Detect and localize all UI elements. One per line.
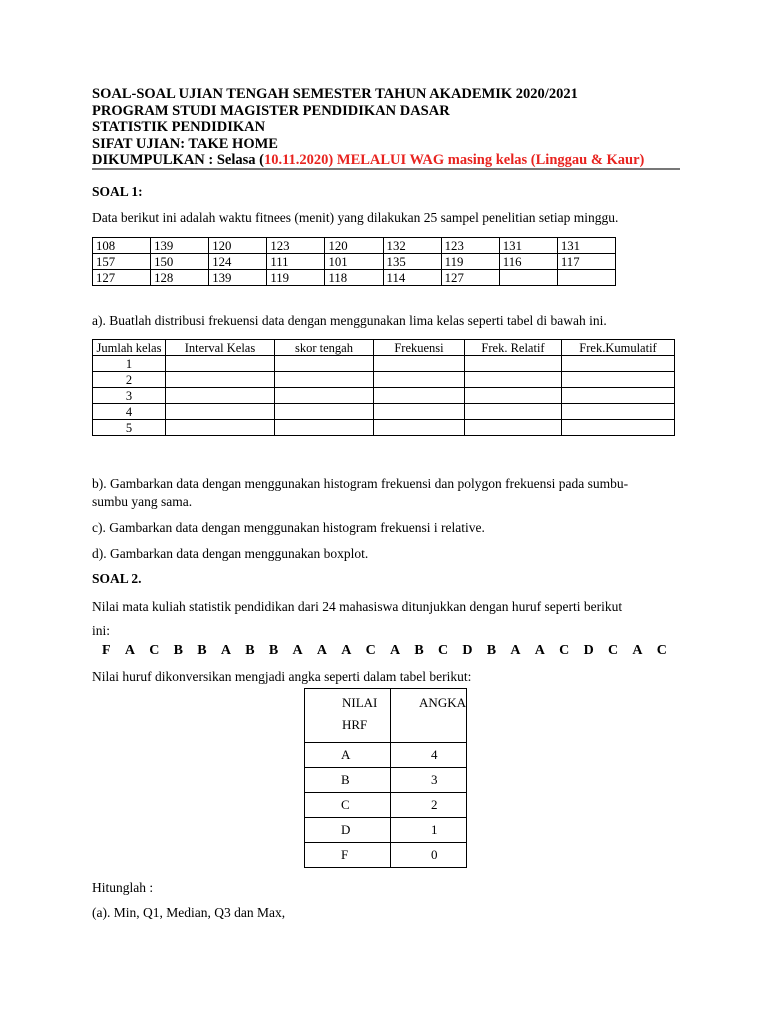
soal2-question-a: (a). Min, Q1, Median, Q3 dan Max, bbox=[92, 905, 286, 920]
conv-row bbox=[305, 743, 467, 768]
grade-letter: C bbox=[438, 643, 449, 658]
freq-empty-cell bbox=[465, 420, 562, 436]
header-line-3: STATISTIK PENDIDIKAN bbox=[92, 119, 266, 136]
conv-number: 2 bbox=[391, 793, 467, 818]
conv-row bbox=[305, 768, 467, 793]
soal1-question-b-line1: b). Gambarkan data dengan menggunakan histogram frekuensi dan polygon frekuensi pada sumbu- bbox=[92, 476, 629, 491]
freq-empty-cell bbox=[562, 356, 675, 372]
freq-class-number: 5 bbox=[93, 420, 166, 436]
freq-header-jumlah-kelas: Jumlah kelas bbox=[93, 340, 166, 356]
data-cell: 111 bbox=[267, 254, 325, 270]
freq-empty-cell bbox=[374, 356, 465, 372]
conv-number: 3 bbox=[391, 768, 467, 793]
soal1-intro: Data berikut ini adalah waktu fitnees (menit) yang dilakukan 25 sampel penelitian setiap minggu. bbox=[92, 210, 619, 225]
grade-letter: A bbox=[292, 643, 303, 658]
soal1-question-d: d). Gambarkan data dengan menggunakan boxplot. bbox=[92, 546, 369, 561]
data-row bbox=[93, 270, 616, 286]
grade-letter: B bbox=[173, 643, 183, 658]
soal2-heading: SOAL 2. bbox=[92, 571, 142, 586]
conv-letter: C bbox=[305, 793, 391, 818]
grade-letter: A bbox=[510, 643, 521, 658]
conv-row bbox=[305, 818, 467, 843]
data-cell: 123 bbox=[267, 238, 325, 254]
freq-row bbox=[93, 372, 675, 388]
frequency-distribution-table bbox=[92, 339, 675, 436]
data-cell: 101 bbox=[325, 254, 383, 270]
data-cell bbox=[499, 270, 557, 286]
grade-letter: A bbox=[220, 643, 231, 658]
grade-conversion-table bbox=[304, 688, 467, 868]
freq-empty-cell bbox=[374, 420, 465, 436]
grade-letter: C bbox=[656, 643, 667, 658]
freq-empty-cell bbox=[166, 372, 275, 388]
data-cell: 131 bbox=[557, 238, 615, 254]
grade-letter: B bbox=[268, 643, 279, 658]
freq-empty-cell bbox=[374, 372, 465, 388]
data-cell bbox=[557, 270, 615, 286]
data-cell: 108 bbox=[93, 238, 151, 254]
freq-empty-cell bbox=[465, 372, 562, 388]
conv-number: 1 bbox=[391, 818, 467, 843]
conv-letter: D bbox=[305, 818, 391, 843]
grade-letter: D bbox=[583, 643, 594, 658]
data-cell: 139 bbox=[209, 270, 267, 286]
header-line-1: SOAL-SOAL UJIAN TENGAH SEMESTER TAHUN AKADEMIK 2020/2021 bbox=[92, 86, 578, 102]
grade-letter: C bbox=[607, 643, 619, 658]
conv-letter: B bbox=[305, 768, 391, 793]
freq-empty-cell bbox=[166, 356, 275, 372]
freq-empty-cell bbox=[562, 420, 675, 436]
soal1-heading: SOAL 1: bbox=[92, 184, 143, 199]
data-row bbox=[93, 238, 616, 254]
conv-row bbox=[305, 793, 467, 818]
data-cell: 117 bbox=[557, 254, 615, 270]
grade-letter: F bbox=[102, 643, 111, 658]
header-line-5-prefix: DIKUMPULKAN : Selasa ( bbox=[92, 152, 264, 169]
conv-header-nilai-hrf bbox=[305, 689, 391, 743]
conv-header-angka: ANGKA bbox=[391, 689, 467, 743]
grade-letter: B bbox=[197, 643, 207, 658]
grade-letter: C bbox=[149, 643, 160, 658]
header-divider bbox=[92, 168, 680, 170]
soal1-question-b-line2: sumbu yang sama. bbox=[92, 494, 193, 509]
freq-header-relatif: Frek. Relatif bbox=[465, 340, 562, 356]
freq-row bbox=[93, 420, 675, 436]
grade-letter: B bbox=[486, 643, 497, 658]
data-cell: 118 bbox=[325, 270, 383, 286]
data-cell: 127 bbox=[93, 270, 151, 286]
soal2-intro-line1: Nilai mata kuliah statistik pendidikan dari 24 mahasiswa ditunjukkan dengan huruf seperti berikut bbox=[92, 599, 623, 614]
freq-empty-cell bbox=[562, 372, 675, 388]
data-cell: 116 bbox=[499, 254, 557, 270]
freq-empty-cell bbox=[465, 404, 562, 420]
freq-row bbox=[93, 404, 675, 420]
freq-empty-cell bbox=[275, 356, 374, 372]
freq-row bbox=[93, 356, 675, 372]
data-cell: 139 bbox=[151, 238, 209, 254]
conv-letter: A bbox=[305, 743, 391, 768]
freq-empty-cell bbox=[374, 388, 465, 404]
data-row bbox=[93, 254, 616, 270]
freq-class-number: 4 bbox=[93, 404, 166, 420]
grade-letter: A bbox=[316, 643, 327, 658]
freq-header-frekuensi: Frekuensi bbox=[374, 340, 465, 356]
fitness-data-table bbox=[92, 237, 616, 286]
data-cell: 131 bbox=[499, 238, 557, 254]
data-cell: 114 bbox=[383, 270, 441, 286]
data-cell: 128 bbox=[151, 270, 209, 286]
grade-letter: A bbox=[124, 643, 135, 658]
data-cell: 119 bbox=[441, 254, 499, 270]
data-cell: 124 bbox=[209, 254, 267, 270]
soal1-question-c: c). Gambarkan data dengan menggunakan histogram frekuensi i relative. bbox=[92, 520, 485, 535]
header-line-5 bbox=[92, 152, 644, 169]
data-cell: 157 bbox=[93, 254, 151, 270]
data-cell: 150 bbox=[151, 254, 209, 270]
grade-letter: C bbox=[559, 643, 570, 658]
grade-letter: A bbox=[632, 643, 643, 658]
grade-letter: A bbox=[390, 643, 401, 658]
freq-empty-cell bbox=[275, 372, 374, 388]
header-line-4: SIFAT UJIAN: TAKE HOME bbox=[92, 135, 278, 152]
soal2-intro-line2: ini: bbox=[92, 623, 111, 638]
freq-empty-cell bbox=[166, 420, 275, 436]
freq-class-number: 2 bbox=[93, 372, 166, 388]
freq-header-skor-tengah: skor tengah bbox=[275, 340, 374, 356]
exam-header bbox=[92, 86, 644, 169]
conv-letter: F bbox=[305, 843, 391, 868]
soal1-question-a: a). Buatlah distribusi frekuensi data dengan menggunakan lima kelas seperti tabel di bawah ini. bbox=[92, 313, 607, 328]
grade-letter: B bbox=[414, 643, 424, 658]
grade-letter: D bbox=[462, 643, 473, 658]
conv-number: 0 bbox=[391, 843, 467, 868]
conv-header-nilai: NILAI bbox=[342, 695, 378, 710]
soal2-hitunglah: Hitunglah : bbox=[92, 880, 154, 895]
data-cell: 132 bbox=[383, 238, 441, 254]
freq-class-number: 1 bbox=[93, 356, 166, 372]
grade-letter: C bbox=[365, 643, 376, 658]
freq-empty-cell bbox=[166, 388, 275, 404]
freq-header-kumulatif: Frek.Kumulatif bbox=[562, 340, 675, 356]
data-cell: 120 bbox=[325, 238, 383, 254]
freq-empty-cell bbox=[166, 404, 275, 420]
grade-letter: A bbox=[341, 643, 352, 658]
freq-empty-cell bbox=[562, 404, 675, 420]
conv-header-hrf: HRF bbox=[342, 717, 368, 732]
freq-empty-cell bbox=[374, 404, 465, 420]
freq-empty-cell bbox=[562, 388, 675, 404]
freq-empty-cell bbox=[275, 404, 374, 420]
data-cell: 127 bbox=[441, 270, 499, 286]
data-cell: 123 bbox=[441, 238, 499, 254]
data-cell: 119 bbox=[267, 270, 325, 286]
header-line-2: PROGRAM STUDI MAGISTER PENDIDIKAN DASAR bbox=[92, 102, 450, 119]
freq-header-interval: Interval Kelas bbox=[166, 340, 275, 356]
header-line-5-deadline: 10.11.2020) MELALUI WAG masing kelas (Linggau & Kaur) bbox=[263, 152, 645, 169]
data-cell: 135 bbox=[383, 254, 441, 270]
freq-empty-cell bbox=[275, 420, 374, 436]
freq-row bbox=[93, 388, 675, 404]
freq-class-number: 3 bbox=[93, 388, 166, 404]
grade-letter: B bbox=[245, 643, 255, 658]
grade-letter: A bbox=[534, 643, 545, 658]
conv-row bbox=[305, 843, 467, 868]
data-cell: 120 bbox=[209, 238, 267, 254]
grade-sequence bbox=[102, 643, 667, 659]
soal2-convert-text: Nilai huruf dikonversikan mengjadi angka seperti dalam tabel berikut: bbox=[92, 669, 472, 684]
freq-empty-cell bbox=[275, 388, 374, 404]
conv-number: 4 bbox=[391, 743, 467, 768]
freq-empty-cell bbox=[465, 388, 562, 404]
freq-empty-cell bbox=[465, 356, 562, 372]
